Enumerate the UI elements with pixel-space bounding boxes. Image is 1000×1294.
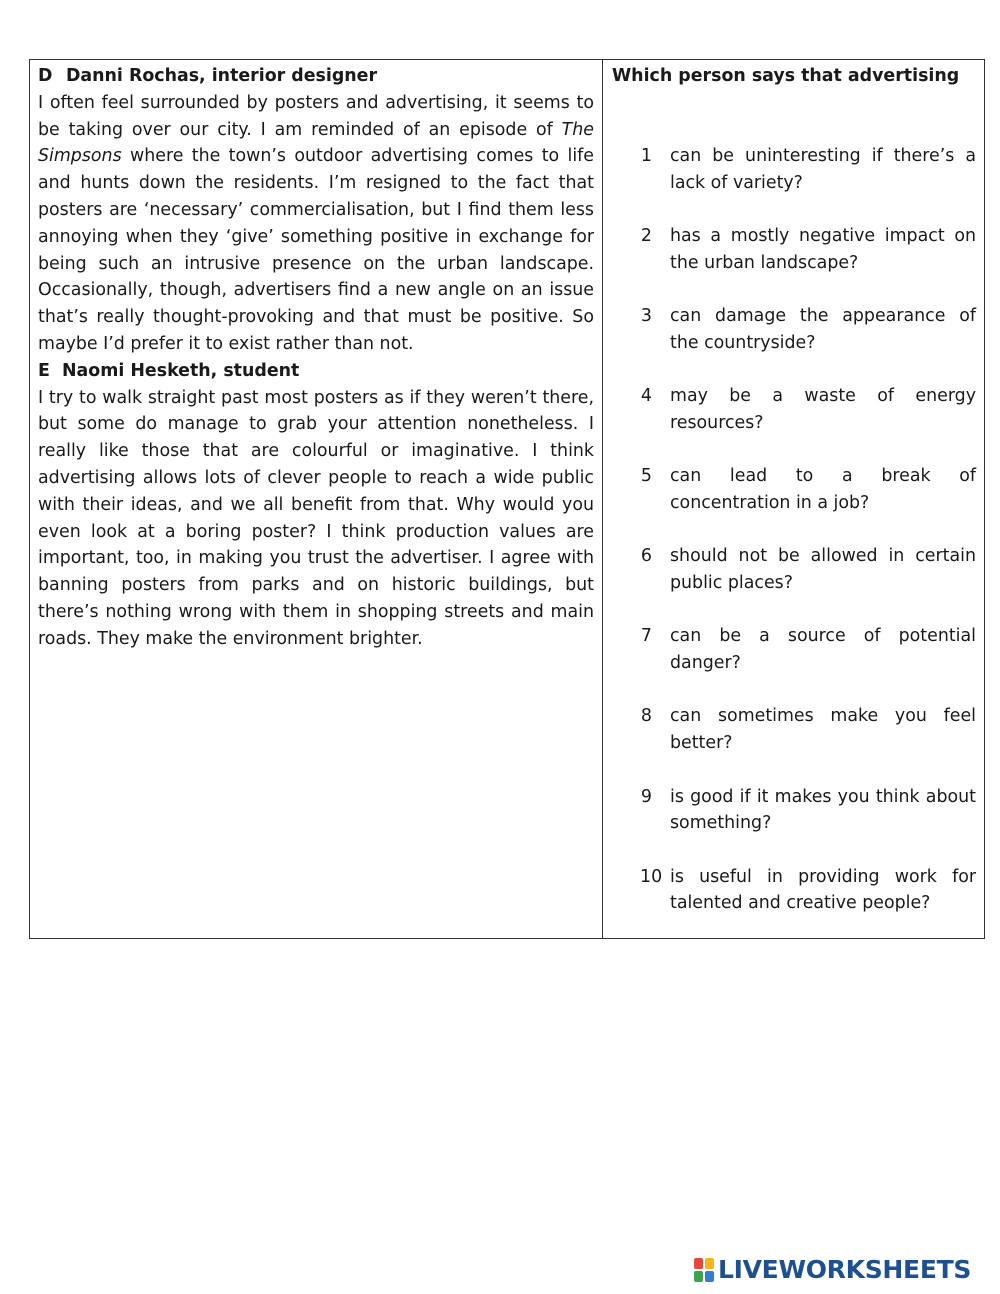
liveworksheets-logo-icon (694, 1258, 714, 1282)
question-number: 8 (640, 706, 652, 727)
question-text: can lead to a break of concentration in a job? (670, 466, 976, 513)
question-item (612, 223, 976, 277)
question-number: 5 (640, 466, 652, 487)
person-d-show-title: The Simpsons (38, 119, 594, 167)
questions-column (603, 60, 984, 938)
person-d-text (38, 90, 594, 358)
question-item (612, 703, 976, 757)
question-number: 4 (640, 386, 652, 407)
question-number: 2 (640, 225, 652, 246)
texts-column (30, 60, 603, 938)
question-text: should not be allowed in certain public places? (670, 546, 976, 594)
worksheet-table (29, 59, 985, 939)
question-number: 10 (640, 866, 663, 887)
question-number: 7 (640, 626, 652, 647)
logo-square-4 (705, 1271, 714, 1282)
question-item (612, 463, 976, 517)
question-text: can sometimes make you feel better? (670, 706, 976, 754)
person-e-name: Naomi Hesketh, student (62, 360, 300, 381)
question-item (612, 383, 976, 437)
logo-square-2 (705, 1258, 714, 1269)
question-item (612, 543, 976, 597)
question-text: can be uninteresting if there’s a lack of variety? (670, 145, 976, 193)
person-e-text: I try to walk straight past most posters as if they weren’t there, but some do manage to grab your attention nonetheless. I really like those that are colourful or imaginative. I think advertising allows lots of clever people to reach a wide public with their ideas, and we all benefit from that. Why would you even look at a boring poster? I think production values are important, too, in making you trust the advertiser. I agree with banning posters from parks and on historic buildings, but there’s nothing wrong with them in shopping streets and main roads. They make the environment brighter. (38, 387, 594, 649)
question-text: can damage the appearance of the countryside? (670, 305, 976, 353)
question-item (612, 864, 976, 918)
person-e-heading (38, 358, 594, 385)
question-text: may be a waste of energy resources? (670, 386, 976, 433)
question-text: can be a source of potential danger? (670, 626, 976, 674)
liveworksheets-logo[interactable] (694, 1255, 971, 1284)
logo-square-1 (694, 1258, 703, 1269)
question-text: is useful in providing work for talented and creative people? (670, 866, 976, 914)
person-d-heading (38, 63, 594, 90)
question-number: 3 (640, 305, 652, 326)
question-item (612, 303, 976, 357)
person-d-text-part2: where the town’s outdoor advertising comes to life and hunts down the residents. I’m resigned to the fact that posters are ‘necessary’ commercialisation, but I find them less annoying when they ‘give’ something positive in exchange for being such an intrusive presence on the urban landscape. Occasionally, though, advertisers find a new angle on an issue that’s really thought-provoking and that must be positive. So maybe I’d prefer it to exist rather than not. (38, 146, 594, 354)
question-item (612, 784, 976, 838)
person-d-text-part1: I often feel surrounded by posters and advertising, it seems to be taking over our city. I am reminded of an episode of (38, 92, 594, 140)
questions-list (612, 143, 976, 917)
question-text: has a mostly negative impact on the urban landscape? (670, 225, 976, 273)
logo-square-3 (694, 1271, 703, 1282)
person-e-letter: E (38, 360, 50, 381)
question-item (612, 623, 976, 677)
questions-intro: Which person says that advertising (612, 66, 960, 86)
question-number: 9 (640, 786, 652, 807)
person-d-name: Danni Rochas, interior designer (66, 66, 378, 86)
question-number: 1 (640, 145, 652, 166)
question-number: 6 (640, 546, 652, 567)
question-item (612, 143, 976, 197)
logo-text: LIVEWORKSHEETS (718, 1255, 972, 1284)
question-text: is good if it makes you think about something? (670, 786, 976, 834)
person-d-letter: D (38, 66, 53, 86)
